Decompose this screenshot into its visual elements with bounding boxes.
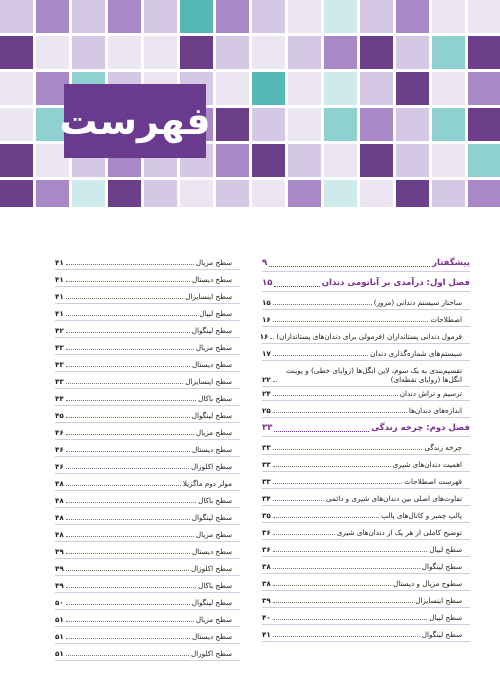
toc-entry-title: سطح اینسایزال <box>415 596 462 605</box>
mosaic-tile <box>360 0 393 33</box>
toc-page-number: ۹ <box>262 258 268 268</box>
toc-page-number: ۴۹ <box>55 547 64 556</box>
toc-column-left <box>55 258 240 666</box>
toc-page-number: ۴۸ <box>55 530 64 539</box>
dot-leader <box>66 434 194 435</box>
toc-entry-title: سطح دیستال <box>191 360 232 369</box>
toc-page-number: ۳۶ <box>262 545 271 554</box>
toc-page-number: ۲۴ <box>262 389 271 398</box>
toc-entry[interactable] <box>55 292 240 301</box>
mosaic-tile <box>324 180 357 207</box>
toc-entry-title: سطح لینگوال <box>191 513 232 522</box>
mosaic-tile <box>0 36 33 69</box>
dot-leader <box>273 449 423 450</box>
dot-leader <box>273 412 407 413</box>
mosaic-tile <box>360 144 393 177</box>
toc-entry[interactable] <box>262 579 470 588</box>
toc-page-number: ۴۱ <box>55 275 64 284</box>
dot-leader <box>273 355 368 356</box>
mosaic-tile <box>252 0 285 33</box>
toc-page-number: ۳۳ <box>262 460 271 469</box>
toc-entry[interactable] <box>55 530 240 539</box>
dot-leader <box>66 264 194 265</box>
toc-entry-title: سطح لینگوال <box>191 598 232 607</box>
toc-page-number: ۴۳ <box>55 343 64 352</box>
toc-page-number: ۵۱ <box>55 632 64 641</box>
mosaic-tile <box>468 144 500 177</box>
mosaic-tile <box>0 180 33 207</box>
toc-page-number: ۴۸ <box>55 513 64 522</box>
toc-entry-title: سطح اکلوزال <box>190 462 232 471</box>
mosaic-tile <box>216 180 249 207</box>
toc-page-number: ۴۹ <box>55 581 64 590</box>
toc-page-number: ۴۸ <box>55 496 64 505</box>
toc-entry-title: سطح دیستال <box>191 275 232 284</box>
toc-column-right <box>259 258 470 647</box>
dot-leader <box>269 266 430 267</box>
mosaic-tile <box>288 108 321 141</box>
dot-leader <box>273 517 379 518</box>
dot-leader <box>66 349 194 350</box>
toc-entry[interactable] <box>262 630 470 639</box>
toc-entry[interactable] <box>55 564 240 573</box>
toc-page-number: ۴۶ <box>55 462 64 471</box>
dot-leader <box>273 500 324 501</box>
dot-leader <box>273 551 427 552</box>
toc-entry-title: سطح لینگوال <box>421 630 462 639</box>
toc-entry[interactable] <box>55 479 240 488</box>
toc-entry-title: سطح لبیال <box>429 545 462 554</box>
mosaic-tile <box>468 36 500 69</box>
mosaic-tile <box>252 36 285 69</box>
dot-leader <box>66 400 196 401</box>
toc-page-number: ۳۵ <box>262 511 271 520</box>
toc-entry-title: تفاوت‌های اصلی بین دندان‌های شیری و دائمی <box>326 494 462 503</box>
dot-leader <box>66 451 190 452</box>
mosaic-tile <box>324 0 357 33</box>
mosaic-tile <box>144 36 177 69</box>
mosaic-tile <box>180 0 213 33</box>
mosaic-tile <box>360 108 393 141</box>
toc-entry-title: سطح اکلوزال <box>190 564 232 573</box>
toc-entry-title: سطح مزیال <box>195 428 232 437</box>
toc-entry-title: سطح لینگوال <box>191 411 232 420</box>
dot-leader <box>274 286 319 287</box>
dot-leader <box>66 638 190 639</box>
mosaic-tile <box>180 36 213 69</box>
dot-leader <box>66 519 190 520</box>
toc-entry[interactable] <box>262 511 470 520</box>
mosaic-tile <box>432 36 465 69</box>
toc-entry-title: سطح لبیال <box>429 613 462 622</box>
toc-page-number: ۲۵ <box>262 406 271 415</box>
toc-page-number: ۵۱ <box>55 615 64 624</box>
toc-entry-title: سطح مزیال <box>195 530 232 539</box>
dot-leader <box>66 366 190 367</box>
toc-entry-title: سطح اینسایزال <box>185 377 232 386</box>
toc-entry[interactable] <box>55 343 240 352</box>
dot-leader <box>66 417 190 418</box>
mosaic-tile <box>396 144 429 177</box>
toc-page-number: ۴۳ <box>55 360 64 369</box>
page-title: فهرست <box>59 99 211 143</box>
mosaic-tile <box>288 144 321 177</box>
dot-leader <box>66 485 181 486</box>
toc-entry[interactable] <box>262 613 470 622</box>
toc-entry-title: سطح دیستال <box>191 632 232 641</box>
toc-entry[interactable] <box>55 360 240 369</box>
mosaic-tile <box>252 180 285 207</box>
dot-leader <box>66 315 197 316</box>
toc-page-number: ۱۵ <box>262 278 273 288</box>
mosaic-tile <box>0 108 33 141</box>
mosaic-tile <box>324 36 357 69</box>
toc-page-number: ۴۶ <box>55 445 64 454</box>
toc-entry-title: اصطلاحات <box>430 315 462 324</box>
toc-entry[interactable] <box>262 406 470 415</box>
toc-entry-title: سطح مزیال <box>195 343 232 352</box>
dot-leader <box>66 604 190 605</box>
toc-entry-title: پیشگفتار <box>432 258 470 268</box>
dot-leader <box>273 619 427 620</box>
toc-entry-title: فرمول دندانی پستانداران (فرمولی برای دندان‌های پستانداران) <box>276 332 462 341</box>
toc-entry[interactable] <box>55 275 240 284</box>
mosaic-tile <box>288 36 321 69</box>
dot-leader <box>273 534 335 535</box>
mosaic-tile <box>0 72 33 105</box>
dot-leader <box>274 431 369 432</box>
toc-entry-title: اندازه‌های دندان‌ها <box>408 406 462 415</box>
toc-entry-title: فصل دوم: چرخه زندگی <box>371 423 470 433</box>
toc-entry[interactable] <box>55 632 240 641</box>
dot-leader <box>273 602 413 603</box>
toc-entry[interactable] <box>55 598 240 607</box>
toc-page-number: ۴۱ <box>55 258 64 267</box>
toc-page-number: ۴۱ <box>55 292 64 301</box>
dot-leader <box>66 468 189 469</box>
toc-page-number: ۳۳ <box>262 423 273 433</box>
mosaic-tile <box>288 72 321 105</box>
toc-page-number: ۵۱ <box>55 649 64 658</box>
toc-entry[interactable] <box>55 496 240 505</box>
toc-entry-title: سطح لینگوال <box>191 326 232 335</box>
mosaic-tile <box>216 144 249 177</box>
dot-leader <box>273 466 391 467</box>
toc-entry[interactable] <box>55 581 240 590</box>
toc-entry-title: سطح باکال <box>198 496 232 505</box>
mosaic-tile <box>324 144 357 177</box>
toc-entry[interactable] <box>55 377 240 386</box>
toc-entry-title: مولر دوم ماگزیلا <box>182 479 232 488</box>
toc-entry[interactable] <box>55 326 240 335</box>
mosaic-tile <box>432 180 465 207</box>
toc-entry-title: توضیح کاملی از هر یک از دندان‌های شیری <box>336 528 462 537</box>
dot-leader <box>66 587 196 588</box>
toc-entry-title: اهمیت دندان‌های شیری <box>392 460 462 469</box>
toc-page-number: ۳۳ <box>262 477 271 486</box>
dot-leader <box>273 395 398 396</box>
toc-page-number: ۲۲ <box>262 375 271 384</box>
mosaic-tile <box>0 0 33 33</box>
toc-page-number: ۱۷ <box>262 349 271 358</box>
dot-leader <box>273 636 420 637</box>
toc-page-number: ۳۹ <box>262 596 271 605</box>
dot-leader <box>66 570 189 571</box>
mosaic-tile <box>432 144 465 177</box>
toc-entry[interactable] <box>55 309 240 318</box>
toc-chapter-entry[interactable] <box>262 258 470 269</box>
toc-entry[interactable] <box>55 547 240 556</box>
toc-entry-title: سطح دیستال <box>191 445 232 454</box>
dot-leader <box>66 332 190 333</box>
dot-leader <box>66 655 189 656</box>
mosaic-tile <box>396 108 429 141</box>
mosaic-tile <box>36 0 69 33</box>
mosaic-tile <box>108 36 141 69</box>
toc-entry[interactable] <box>262 389 470 398</box>
toc-entry[interactable] <box>259 332 470 341</box>
toc-page-number: ۱۶ <box>259 332 269 341</box>
mosaic-tile <box>72 180 105 207</box>
mosaic-tile <box>288 180 321 207</box>
mosaic-tile <box>216 0 249 33</box>
toc-entry-title: سیستم‌های شماره‌گذاری دندان <box>370 349 462 358</box>
toc-page-number: ۱۵ <box>262 298 271 307</box>
mosaic-tile <box>180 180 213 207</box>
toc-page-number: ۴۶ <box>55 428 64 437</box>
mosaic-tile <box>252 72 285 105</box>
toc-entry-title: سطح باکال <box>198 394 232 403</box>
dot-leader <box>66 281 190 282</box>
toc-page-number: ۴۵ <box>55 411 64 420</box>
mosaic-tile <box>396 180 429 207</box>
toc-page-number: ۴۴ <box>55 394 64 403</box>
dot-leader <box>273 568 420 569</box>
toc-entry[interactable] <box>55 411 240 420</box>
toc-entry[interactable] <box>55 615 240 624</box>
mosaic-tile <box>108 0 141 33</box>
toc-entry[interactable] <box>262 477 470 486</box>
toc-entry[interactable] <box>55 513 240 522</box>
toc-page-number: ۱۶ <box>262 315 271 324</box>
toc-entry[interactable] <box>55 649 240 658</box>
mosaic-tile <box>324 72 357 105</box>
mosaic-tile <box>360 72 393 105</box>
toc-entry-title: سطوح مزیال و دیستال <box>392 579 462 588</box>
toc-entry-title: سطح مزیال <box>195 615 232 624</box>
toc-entry-title: پالپ چمبر و کانال‌های پالپ <box>381 511 462 520</box>
toc-entry-title: سطح لینگوال <box>421 562 462 571</box>
toc-entry[interactable] <box>262 298 470 307</box>
toc-page-number: ۴۱ <box>55 309 64 318</box>
toc-entry[interactable] <box>262 562 470 571</box>
toc-page-number: ۴۹ <box>55 564 64 573</box>
toc-entry[interactable] <box>262 349 470 358</box>
mosaic-tile <box>468 72 500 105</box>
dot-leader <box>66 536 194 537</box>
toc-entry-title: چرخه زندگی <box>424 443 462 452</box>
dot-leader <box>273 483 402 484</box>
toc-entry[interactable] <box>262 366 470 384</box>
mosaic-tile <box>144 0 177 33</box>
mosaic-tile <box>360 36 393 69</box>
toc-entry[interactable] <box>262 443 470 452</box>
dot-leader <box>66 298 183 299</box>
toc-entry-title: فصل اول: درآمدی بر آناتومی دندان <box>321 278 470 288</box>
toc-page-number: ۳۸ <box>262 579 271 588</box>
dot-leader <box>273 585 391 586</box>
dot-leader <box>66 502 196 503</box>
toc-page-number: ۴۰ <box>262 613 271 622</box>
toc-page-number: ۴۲ <box>55 326 64 335</box>
mosaic-tile <box>288 0 321 33</box>
toc-entry[interactable] <box>55 394 240 403</box>
toc-page-number: ۴۱ <box>262 630 271 639</box>
toc-page-number: ۳۴ <box>262 494 271 503</box>
toc-chapter-entry[interactable] <box>262 423 470 434</box>
mosaic-tile <box>396 36 429 69</box>
dot-leader <box>66 383 183 384</box>
mosaic-tile <box>468 180 500 207</box>
mosaic-tile <box>396 72 429 105</box>
dot-leader <box>66 553 190 554</box>
toc-entry[interactable] <box>262 596 470 605</box>
toc-entry-title: سطح اینسایزال <box>185 292 232 301</box>
toc-entry[interactable] <box>262 494 470 503</box>
mosaic-tile <box>468 108 500 141</box>
mosaic-tile <box>216 36 249 69</box>
mosaic-tile <box>252 108 285 141</box>
toc-entry[interactable] <box>262 545 470 554</box>
mosaic-tile <box>324 108 357 141</box>
dot-leader <box>273 381 277 382</box>
toc-entry[interactable] <box>55 258 240 267</box>
toc-entry[interactable] <box>262 528 470 537</box>
toc-page-number: ۵۰ <box>55 598 64 607</box>
toc-entry[interactable] <box>262 460 470 469</box>
mosaic-tile <box>108 180 141 207</box>
toc-entry[interactable] <box>55 445 240 454</box>
toc-entry[interactable] <box>262 315 470 324</box>
toc-chapter-entry[interactable] <box>262 278 470 289</box>
dot-leader <box>273 321 429 322</box>
mosaic-tile <box>0 144 33 177</box>
toc-entry-title: سطح مزیال <box>195 258 232 267</box>
mosaic-tile <box>468 0 500 33</box>
toc-entry-title: سطح لبیال <box>199 309 232 318</box>
dot-leader <box>270 338 274 339</box>
mosaic-tile <box>72 36 105 69</box>
dot-leader <box>66 621 194 622</box>
mosaic-tile <box>396 0 429 33</box>
mosaic-tile <box>432 72 465 105</box>
toc-page-number: ۴۳ <box>55 377 64 386</box>
toc-page-number: ۴۸ <box>55 479 64 488</box>
toc-entry-title: سطح اکلوزال <box>190 649 232 658</box>
toc-entry-title: فهرست اصطلاحات <box>404 477 462 486</box>
toc-entry-title: تقسیم‌بندی به یک سوم، لاین انگل‌ها (زوایای خطی) و پوینت انگل‌ها (زوایای نقطه‌ای) <box>286 366 462 384</box>
title-banner <box>59 84 211 158</box>
mosaic-tile <box>144 180 177 207</box>
mosaic-tile <box>360 180 393 207</box>
mosaic-tile <box>36 36 69 69</box>
mosaic-tile <box>252 144 285 177</box>
mosaic-tile <box>432 0 465 33</box>
toc-page-number: ۳۳ <box>262 443 271 452</box>
toc-entry[interactable] <box>55 428 240 437</box>
toc-entry[interactable] <box>55 462 240 471</box>
mosaic-tile <box>216 72 249 105</box>
toc-page-number: ۳۶ <box>262 528 271 537</box>
dot-leader <box>273 304 372 305</box>
toc-entry-title: سطح دیستال <box>191 547 232 556</box>
mosaic-tile <box>432 108 465 141</box>
mosaic-tile <box>36 180 69 207</box>
toc-entry-title: ترسیم و تراش دندان <box>399 389 462 398</box>
mosaic-tile <box>216 108 249 141</box>
mosaic-tile <box>72 0 105 33</box>
toc-entry-title: ساختار سیستم دندانی (مرور) <box>373 298 462 307</box>
toc-entry-title: سطح باکال <box>198 581 232 590</box>
toc-page-number: ۳۸ <box>262 562 271 571</box>
